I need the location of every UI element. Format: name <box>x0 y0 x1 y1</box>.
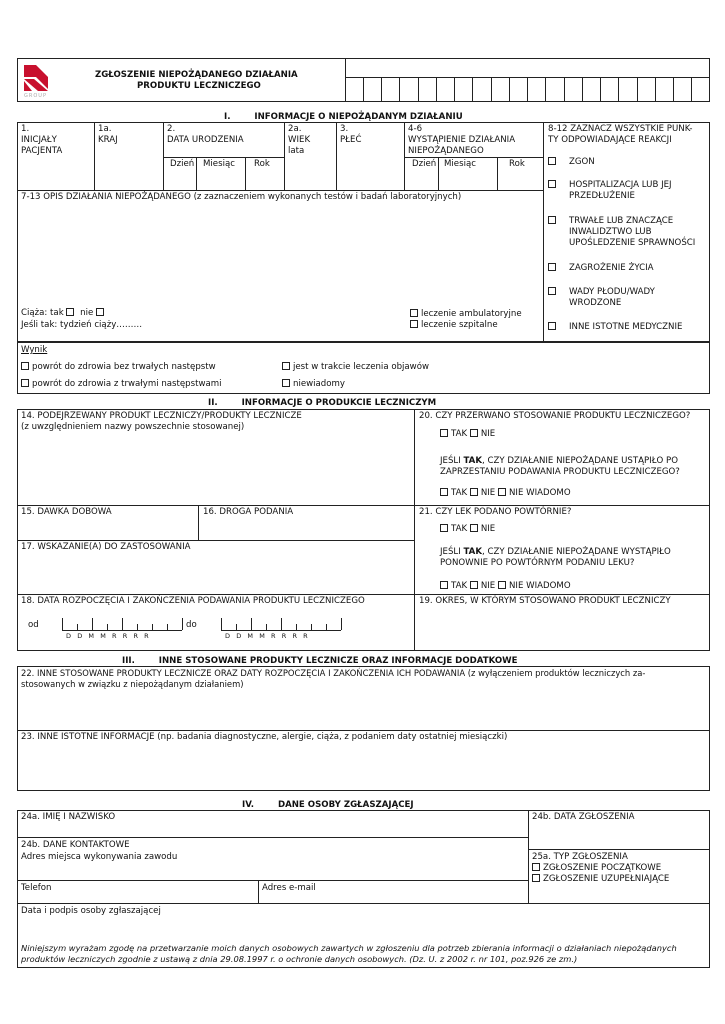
field1a-label: KRAJ <box>98 135 118 145</box>
treatment-outpatient-label: leczenie ambulatoryjne <box>421 309 522 319</box>
field18-label: 18. DATA ROZPOCZĘCIA I ZAKOŃCZENIA PODAWANIA PRODUKTU LECZNICZEGO <box>21 596 365 606</box>
report-followup-label: ZGŁOSZENIE UZUPEŁNIAJĄCE <box>543 874 670 884</box>
reaction-death-label: ZGON <box>569 157 595 167</box>
reaction-hospitalization-checkbox[interactable] <box>548 180 556 188</box>
reaction-death[interactable] <box>548 157 595 167</box>
field24a-label: 24a. IMIĘ I NAZWISKO <box>21 812 116 822</box>
consent-line2: produktów leczniczych zgodnie z ustawą z dnia 29.08.1997 r. o ochronie danych osobowych. (Dz. U. z 2002 r. nr 101, poz.926 ze zm.) <box>21 954 578 964</box>
form-title-line2: PRODUKTU LECZNICZEGO <box>137 81 261 91</box>
reaction-disability-line2: INWALIDZTWO LUB <box>569 227 652 237</box>
treatment-hospital-checkbox[interactable] <box>410 320 418 328</box>
section4-title: IV. DANE OSOBY ZGŁASZAJĄCEJ <box>242 800 414 810</box>
result-in-treatment-checkbox[interactable] <box>282 362 290 370</box>
treatment-outpatient-checkbox[interactable] <box>410 309 418 317</box>
field812-label-line2: TY ODPOWIADAJĄCE REAKCJI <box>548 135 672 145</box>
field21b-no-label: NIE <box>480 581 496 591</box>
field20-followup-yes: TAK <box>463 456 482 466</box>
field21b-unknown-checkbox[interactable] <box>498 581 506 589</box>
reaction-disability-checkbox[interactable] <box>548 216 556 224</box>
reaction-life-threat-label: ZAGROŻENIE ŻYCIA <box>569 263 654 273</box>
field3-number: 3. <box>340 124 349 134</box>
date-to-mask: D D M M R R R R <box>225 632 308 640</box>
field24b-contact-label: 24b. DANE KONTAKTOWE <box>21 840 130 850</box>
field2-label: DATA URODZENIA <box>167 135 244 145</box>
field20-followup-answers <box>440 488 571 499</box>
field21-question: 21. CZY LEK PODANO POWTÓRNIE? <box>419 507 572 517</box>
result-in-treatment[interactable] <box>282 362 429 373</box>
field16-label: 16. DROGA PODANIA <box>203 507 294 517</box>
date-from-label: od <box>28 620 39 630</box>
field17-label: 17. WSKAZANIE(A) DO ZASTOSOWANIA <box>21 542 191 552</box>
field24b-date-label: 24b. DATA ZGŁOSZENIA <box>532 812 635 822</box>
field20-followup-if: JEŚLI <box>440 456 464 466</box>
report-followup[interactable] <box>532 874 669 885</box>
treatment-hospital[interactable] <box>410 320 498 331</box>
field21-followup-line1 <box>440 547 671 558</box>
result-unknown-label: niewiadomy <box>293 379 345 389</box>
logo-text: GROUP <box>24 93 47 99</box>
description-area[interactable] <box>20 204 540 304</box>
field21b-unknown-label: NIE WIADOMO <box>508 581 571 591</box>
field20b-yes-checkbox[interactable] <box>440 488 448 496</box>
result-recovered-label: powrót do zdrowia bez trwałych następstw <box>32 362 216 372</box>
workplace-label: Adres miejsca wykonywania zawodu <box>21 852 178 862</box>
field20-no-label: NIE <box>480 429 496 439</box>
pregnancy-week[interactable]: Jeśli tak: tydzień ciąży……… <box>21 320 143 330</box>
form-title-line1: ZGŁOSZENIE NIEPOŻĄDANEGO DZIAŁANIA <box>95 70 298 80</box>
reaction-disability-line1: TRWAŁE LUB ZNACZĄCE <box>569 216 674 226</box>
field20-followup-line2: ZAPRZESTANIU PODAWANIA PRODUKTU LECZNICZEGO? <box>440 467 680 477</box>
field21b-yes-checkbox[interactable] <box>440 581 448 589</box>
date-from-mask: D D M M R R R R <box>66 632 149 640</box>
birth-year-label: Rok <box>254 159 270 169</box>
field20b-no-label: NIE <box>480 488 496 498</box>
reaction-hospitalization-line1: HOSPITALIZACJA LUB JEJ <box>569 180 672 190</box>
date-to-label: do <box>186 620 197 630</box>
reaction-hospitalization-line2: PRZEDŁUŻENIE <box>569 191 635 201</box>
field2a-number: 2a. <box>288 124 302 134</box>
field20-question: 20. CZY PRZERWANO STOSOWANIE PRODUKTU LECZNICZEGO? <box>419 411 691 421</box>
field1-number: 1. <box>21 124 30 134</box>
email-label: Adres e-mail <box>262 883 316 893</box>
field713-label: 7-13 OPIS DZIAŁANIA NIEPOŻĄDANEGO (z zaznaczeniem wykonanych testów i badań laboratoryjnych) <box>21 192 462 202</box>
field20-yes-label: TAK <box>451 429 468 439</box>
reaction-other-label: INNE ISTOTNE MEDYCZNIE <box>569 322 683 332</box>
result-recovered-sequelae-checkbox[interactable] <box>21 379 29 387</box>
result-recovered-checkbox[interactable] <box>21 362 29 370</box>
date-to-input[interactable] <box>221 616 341 631</box>
section3-title: III. INNE STOSOWANE PRODUKTY LECZNICZE ORAZ INFORMACJE DODATKOWE <box>122 656 518 666</box>
section2-title: II. INFORMACJE O PRODUKCIE LECZNICZYM <box>208 398 437 408</box>
result-recovered-sequelae[interactable] <box>21 379 222 390</box>
pregnancy-yes-label: Ciąża: tak <box>21 308 64 318</box>
field20b-yes-label: TAK <box>451 488 468 498</box>
field14-label-line2: (z uwzględnieniem nazwy powszechnie stosowanej) <box>21 422 245 432</box>
report-initial-checkbox[interactable] <box>532 863 540 871</box>
reaction-life-threat[interactable] <box>548 263 654 273</box>
field21-followup-if: JEŚLI <box>440 547 464 557</box>
field14-label-line1: 14. PODEJRZEWANY PRODUKT LECZNICZY/PRODUKTY LECZNICZE <box>21 411 302 421</box>
pregnancy-row <box>21 308 107 319</box>
reaction-other[interactable] <box>548 322 683 332</box>
reaction-birth-defects-line2: WRODZONE <box>569 298 622 308</box>
field46-number: 4-6 <box>408 124 423 134</box>
consent-line1: Niniejszym wyrażam zgodę na przetwarzanie moich danych osobowych zawartych w zgłoszeniu dla potrzeb zbierania informacji o działaniach niepożądanych <box>21 943 677 953</box>
section1-title: I. INFORMACJE O NIEPOŻĄDANYM DZIAŁANIU <box>224 112 463 122</box>
field21-followup-line2: PONOWNIE PO POWTÓRNYM PODANIU LEKU? <box>440 558 635 568</box>
pregnancy-no-label: nie <box>80 308 94 318</box>
field21-followup-yes: TAK <box>463 547 482 557</box>
field20-answers <box>440 429 495 440</box>
field3-label: PŁEĆ <box>340 135 362 145</box>
field21-no-checkbox[interactable] <box>470 524 478 532</box>
field20-yes-checkbox[interactable] <box>440 429 448 437</box>
field2a-label-line2: lata <box>288 146 305 156</box>
result-in-treatment-label: jest w trakcie leczenia objawów <box>293 362 430 372</box>
date-from-input[interactable] <box>62 616 182 631</box>
reaction-birth-defects-line1: WADY PŁODU/WADY <box>569 287 655 297</box>
reaction-disability-line3: UPOŚLEDZENIE SPRAWNOŚCI <box>569 238 696 248</box>
reaction-life-threat-checkbox[interactable] <box>548 263 556 271</box>
reaction-hospitalization[interactable] <box>548 180 672 201</box>
field21-answers <box>440 524 495 535</box>
report-initial-label: ZGŁOSZENIE POCZĄTKOWE <box>543 863 662 873</box>
field20-followup-text: , CZY DZIAŁANIE NIEPOŻĄDANE USTĄPIŁO PO <box>482 456 678 466</box>
field21b-yes-label: TAK <box>451 581 468 591</box>
field1a-number: 1a. <box>98 124 112 134</box>
treatment-outpatient[interactable] <box>410 309 522 320</box>
result-label: Wynik <box>21 345 48 355</box>
field1-label-line2: PACJENTA <box>21 146 63 156</box>
reaction-birth-defects[interactable] <box>548 287 655 308</box>
field21b-no-checkbox[interactable] <box>470 581 478 589</box>
result-recovered-sequelae-label: powrót do zdrowia z trwałymi następstwami <box>32 379 222 389</box>
signature-label: Data i podpis osoby zgłaszającej <box>21 906 161 916</box>
field21-yes-checkbox[interactable] <box>440 524 448 532</box>
report-initial[interactable] <box>532 863 661 874</box>
reference-number-grid[interactable] <box>345 77 710 102</box>
field2-number: 2. <box>167 124 176 134</box>
result-unknown[interactable] <box>282 379 345 390</box>
section2-box <box>17 409 710 651</box>
field2a-label-line1: WIEK <box>288 135 311 145</box>
result-unknown-checkbox[interactable] <box>282 379 290 387</box>
reaction-birth-defects-checkbox[interactable] <box>548 287 556 295</box>
birth-month-label: Miesiąc <box>203 159 235 169</box>
field21-followup-answers <box>440 581 571 592</box>
field20b-unknown-checkbox[interactable] <box>498 488 506 496</box>
treatment-hospital-label: leczenie szpitalne <box>421 320 498 330</box>
field22-label-line2: stosowanych w związku z niepożądanym działaniem) <box>21 679 244 689</box>
field21-no-label: NIE <box>480 524 496 534</box>
birth-day-label: Dzień <box>170 159 195 169</box>
field46-label-line1: WYSTĄPIENIE DZIAŁANIA <box>408 135 516 145</box>
onset-month-label: Miesiąc <box>444 159 476 169</box>
field21-followup-text: , CZY DZIAŁANIE NIEPOŻĄDANE WYSTĄPIŁO <box>482 547 671 557</box>
field22-label-line1: 22. INNE STOSOWANE PRODUKTY LECZNICZE ORAZ DATY ROZPOCZĘCIA I ZAKOŃCZENIA ICH PODAWANIA (z wyłączeniem produktów leczniczych za- <box>21 668 646 678</box>
reaction-death-checkbox[interactable] <box>548 157 556 165</box>
phone-label: Telefon <box>21 883 52 893</box>
pregnancy-yes-checkbox[interactable] <box>66 308 74 316</box>
reaction-disability[interactable] <box>548 216 696 248</box>
reaction-other-checkbox[interactable] <box>548 322 556 330</box>
field812-label-line1: 8-12 ZAZNACZ WSZYSTKIE PUNK- <box>548 124 693 134</box>
field46-label-line2: NIEPOŻĄDANEGO <box>408 146 484 156</box>
field19-label: 19. OKRES, W KTÓRYM STOSOWANO PRODUKT LECZNICZY <box>419 596 671 606</box>
report-followup-checkbox[interactable] <box>532 874 540 882</box>
field20-followup-line1 <box>440 456 678 467</box>
field20b-no-checkbox[interactable] <box>470 488 478 496</box>
field20-no-checkbox[interactable] <box>470 429 478 437</box>
company-logo <box>20 61 54 99</box>
field25a-label: 25a. TYP ZGŁOSZENIA <box>532 852 628 862</box>
pregnancy-no-checkbox[interactable] <box>96 308 104 316</box>
field1-label-line1: INICJAŁY <box>21 135 57 145</box>
onset-day-label: Dzień <box>412 159 437 169</box>
field23-label: 23. INNE ISTOTNE INFORMACJE (np. badania diagnostyczne, alergie, ciąża, z podaniem daty ostatniej miesiączki) <box>21 732 508 742</box>
field21-yes-label: TAK <box>451 524 468 534</box>
result-recovered[interactable] <box>21 362 216 373</box>
field20b-unknown-label: NIE WIADOMO <box>508 488 571 498</box>
onset-year-label: Rok <box>509 159 525 169</box>
field15-label: 15. DAWKA DOBOWA <box>21 507 112 517</box>
